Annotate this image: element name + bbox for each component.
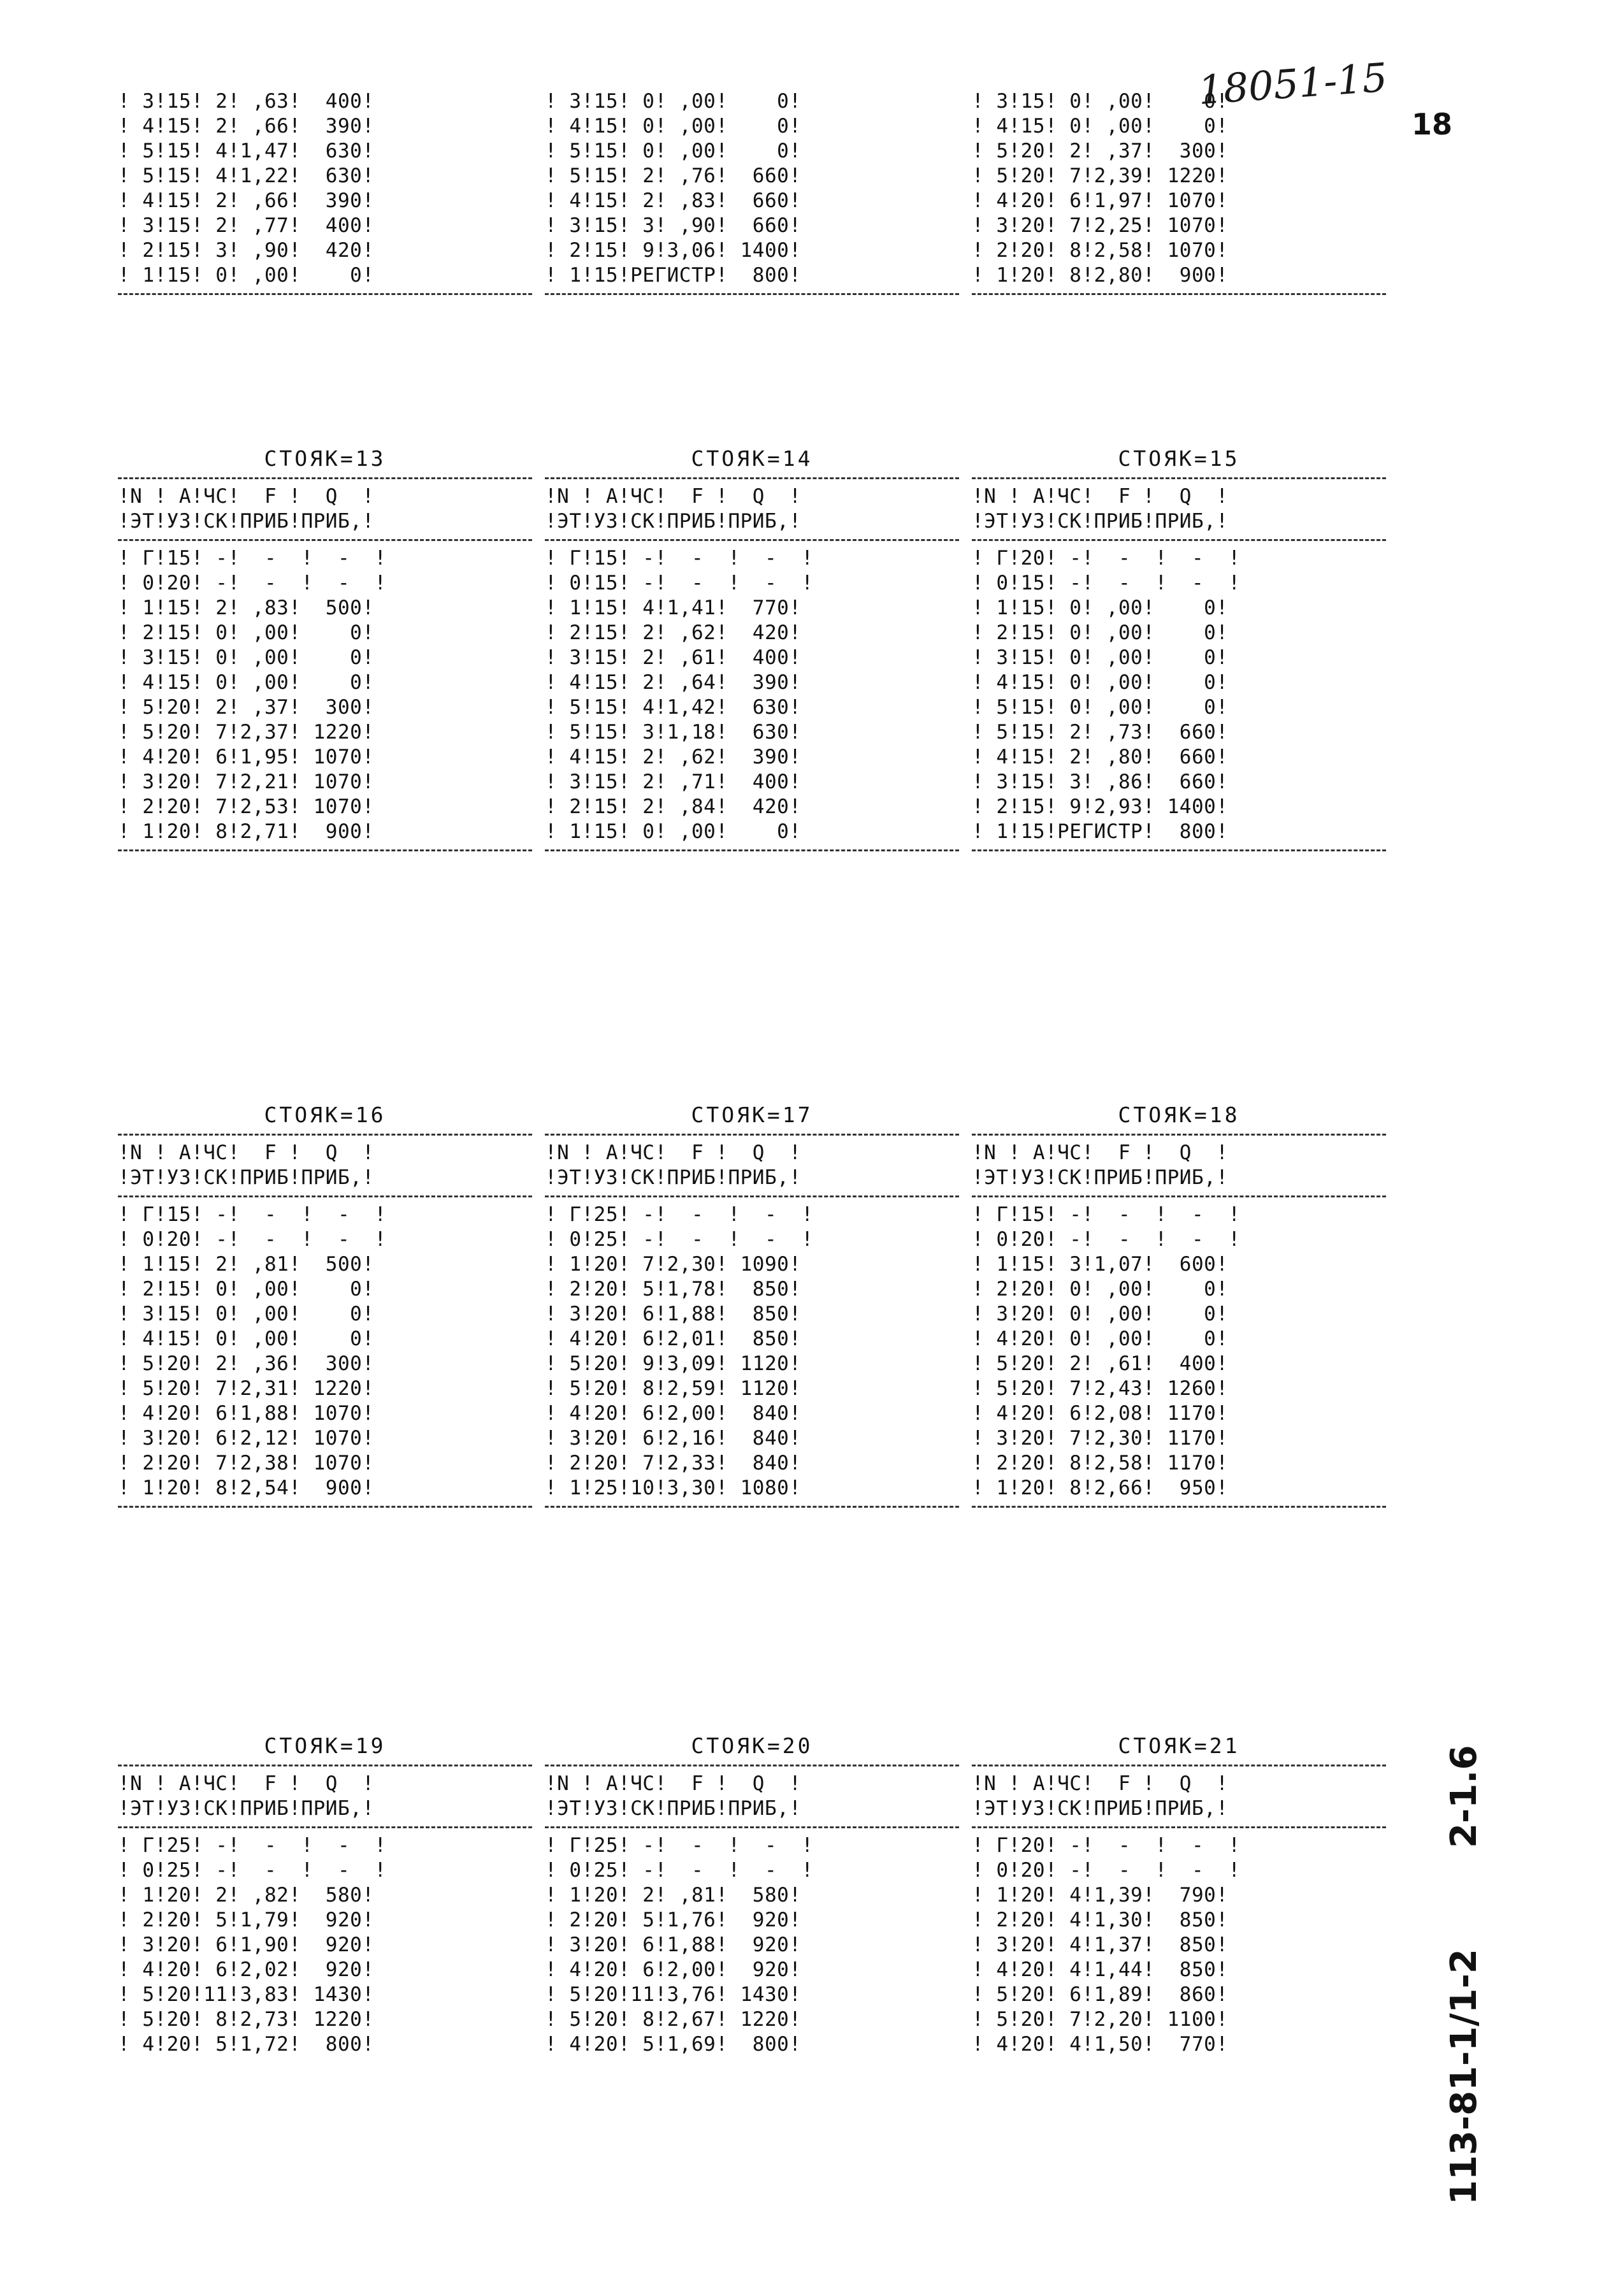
table-row: ! 5!20! 2! ,37! 300! bbox=[972, 140, 1229, 162]
table-row: ! 5!20!11!3,76! 1430! bbox=[545, 1983, 802, 2006]
table-row: ! 3!15! 3! ,90! 660! bbox=[545, 214, 802, 237]
table-row: ! 2!15! 0! ,00! 0! bbox=[972, 621, 1229, 644]
table-row: ! Г!20! -! - ! - ! bbox=[972, 547, 1241, 570]
table-row: ! 2!20! 5!1,78! 850! bbox=[545, 1278, 802, 1301]
table-row: ! 1!15! 0! ,00! 0! bbox=[972, 596, 1229, 619]
table-row: ! 1!15! 0! ,00! 0! bbox=[118, 264, 375, 287]
table-rule bbox=[545, 1195, 959, 1197]
table-block bbox=[545, 1102, 959, 1513]
table-row: ! 5!15! 3!1,18! 630! bbox=[545, 721, 802, 744]
table-row: ! 3!15! 3! ,86! 660! bbox=[972, 770, 1229, 793]
table-rule bbox=[545, 477, 959, 479]
table-row: ! 4!15! 0! ,00! 0! bbox=[972, 671, 1229, 694]
table-row: ! 5!20!11!3,83! 1430! bbox=[118, 1983, 375, 2006]
table-title: СТОЯК=17 bbox=[691, 1102, 813, 1127]
table-block bbox=[118, 446, 532, 856]
table-row: ! 3!20! 7!2,25! 1070! bbox=[972, 214, 1229, 237]
handwritten-reference: 18051-15 bbox=[1196, 54, 1389, 114]
table-row: ! 1!15!РЕГИСТР! 800! bbox=[545, 264, 802, 287]
table-row: ! 1!20! 8!2,80! 900! bbox=[972, 264, 1229, 287]
table-row: ! 0!15! -! - ! - ! bbox=[972, 572, 1241, 595]
table-row: ! 4!20! 4!1,44! 850! bbox=[972, 1958, 1229, 1981]
table-rule bbox=[118, 1765, 532, 1766]
table-row: ! 3!15! 0! ,00! 0! bbox=[545, 90, 802, 113]
table-block bbox=[118, 1733, 532, 2057]
table-row: ! 3!20! 4!1,37! 850! bbox=[972, 1933, 1229, 1956]
page-number: 18 bbox=[1412, 107, 1453, 141]
table-header: !ЭТ!УЗ!СК!ПРИБ!ПРИБ,! bbox=[118, 1797, 375, 1820]
table-row: ! 5!20! 6!1,89! 860! bbox=[972, 1983, 1229, 2006]
table-row: ! 1!20! 2! ,81! 580! bbox=[545, 1884, 802, 1907]
table-header: !ЭТ!УЗ!СК!ПРИБ!ПРИБ,! bbox=[545, 1797, 802, 1820]
table-rule bbox=[545, 1506, 959, 1508]
table-row: ! 0!25! -! - ! - ! bbox=[118, 1859, 387, 1882]
table-row: ! 1!20! 8!2,71! 900! bbox=[118, 820, 375, 843]
table-row: ! 3!20! 6!2,12! 1070! bbox=[118, 1427, 375, 1450]
table-header: !ЭТ!УЗ!СК!ПРИБ!ПРИБ,! bbox=[545, 1166, 802, 1189]
table-row: ! 2!20! 5!1,79! 920! bbox=[118, 1909, 375, 1931]
table-rule bbox=[545, 1134, 959, 1136]
table-row: ! 4!15! 2! ,62! 390! bbox=[545, 746, 802, 769]
table-rule bbox=[972, 539, 1386, 541]
table-row: ! 0!20! -! - ! - ! bbox=[972, 1228, 1241, 1251]
table-rule bbox=[972, 477, 1386, 479]
table-row: ! 5!20! 9!3,09! 1120! bbox=[545, 1352, 802, 1375]
table-row: ! 0!15! -! - ! - ! bbox=[545, 572, 814, 595]
table-rule bbox=[118, 1195, 532, 1197]
table-rule bbox=[118, 1506, 532, 1508]
table-row: ! 2!15! 0! ,00! 0! bbox=[118, 1278, 375, 1301]
table-row: ! 5!15! 2! ,76! 660! bbox=[545, 164, 802, 187]
table-row: ! 4!20! 0! ,00! 0! bbox=[972, 1327, 1229, 1350]
table-row: ! Г!15! -! - ! - ! bbox=[545, 547, 814, 570]
table-row: ! 3!15! 2! ,71! 400! bbox=[545, 770, 802, 793]
table-row: ! 4!20! 6!2,00! 920! bbox=[545, 1958, 802, 1981]
table-rule bbox=[118, 539, 532, 541]
table-row: ! 4!20! 6!2,08! 1170! bbox=[972, 1402, 1229, 1425]
table-header: !N ! A!ЧС! F ! Q ! bbox=[118, 1772, 375, 1795]
table-row: ! 3!15! 2! ,77! 400! bbox=[118, 214, 375, 237]
table-row: ! Г!15! -! - ! - ! bbox=[118, 547, 387, 570]
side-code-bottom: 113-81-1/1-2 bbox=[1443, 1949, 1485, 2205]
table-row: ! 2!20! 8!2,58! 1170! bbox=[972, 1452, 1229, 1475]
table-block-top bbox=[972, 89, 1386, 300]
table-row: ! 1!20! 4!1,39! 790! bbox=[972, 1884, 1229, 1907]
table-row: ! 5!15! 4!1,42! 630! bbox=[545, 696, 802, 719]
table-row: ! 1!20! 8!2,54! 900! bbox=[118, 1477, 375, 1499]
table-row: ! Г!15! -! - ! - ! bbox=[118, 1203, 387, 1226]
table-rule bbox=[545, 849, 959, 851]
table-row: ! 0!25! -! - ! - ! bbox=[545, 1228, 814, 1251]
table-rule bbox=[972, 1765, 1386, 1766]
table-row: ! 5!20! 7!2,31! 1220! bbox=[118, 1377, 375, 1400]
table-row: ! 0!25! -! - ! - ! bbox=[545, 1859, 814, 1882]
table-block bbox=[545, 1733, 959, 2057]
table-rule bbox=[972, 1826, 1386, 1828]
table-row: ! 5!20! 8!2,73! 1220! bbox=[118, 2008, 375, 2031]
table-row: ! 3!20! 7!2,30! 1170! bbox=[972, 1427, 1229, 1450]
table-row: ! 5!20! 2! ,61! 400! bbox=[972, 1352, 1229, 1375]
table-row: ! 2!20! 7!2,33! 840! bbox=[545, 1452, 802, 1475]
table-header: !N ! A!ЧС! F ! Q ! bbox=[972, 1141, 1229, 1164]
table-row: ! 2!20! 7!2,38! 1070! bbox=[118, 1452, 375, 1475]
table-row: ! Г!25! -! - ! - ! bbox=[545, 1203, 814, 1226]
table-row: ! 3!20! 6!1,90! 920! bbox=[118, 1933, 375, 1956]
table-row: ! 3!15! 0! ,00! 0! bbox=[118, 1303, 375, 1325]
table-row: ! 4!20! 6!2,02! 920! bbox=[118, 1958, 375, 1981]
table-row: ! 5!20! 7!2,20! 1100! bbox=[972, 2008, 1229, 2031]
table-row: ! 5!20! 7!2,37! 1220! bbox=[118, 721, 375, 744]
table-row: ! 2!15! 2! ,84! 420! bbox=[545, 795, 802, 818]
table-header: !N ! A!ЧС! F ! Q ! bbox=[545, 1141, 802, 1164]
table-row: ! 2!20! 5!1,76! 920! bbox=[545, 1909, 802, 1931]
table-block bbox=[545, 446, 959, 856]
table-header: !N ! A!ЧС! F ! Q ! bbox=[545, 485, 802, 508]
table-row: ! 5!15! 0! ,00! 0! bbox=[545, 140, 802, 162]
table-row: ! 5!20! 7!2,39! 1220! bbox=[972, 164, 1229, 187]
table-row: ! 2!15! 9!3,06! 1400! bbox=[545, 239, 802, 262]
table-title: СТОЯК=21 bbox=[1118, 1733, 1240, 1758]
table-row: ! 4!15! 2! ,83! 660! bbox=[545, 189, 802, 212]
table-row: ! 4!20! 6!2,01! 850! bbox=[545, 1327, 802, 1350]
table-row: ! 5!15! 0! ,00! 0! bbox=[972, 696, 1229, 719]
table-row: ! 4!20! 6!2,00! 840! bbox=[545, 1402, 802, 1425]
table-row: ! 2!15! 0! ,00! 0! bbox=[118, 621, 375, 644]
table-row: ! 4!15! 0! ,00! 0! bbox=[118, 1327, 375, 1350]
table-row: ! 5!15! 4!1,47! 630! bbox=[118, 140, 375, 162]
table-header: !ЭТ!УЗ!СК!ПРИБ!ПРИБ,! bbox=[972, 1166, 1229, 1189]
table-row: ! 4!20! 5!1,69! 800! bbox=[545, 2033, 802, 2056]
table-rule bbox=[972, 1134, 1386, 1136]
table-rule bbox=[972, 849, 1386, 851]
table-header: !ЭТ!УЗ!СК!ПРИБ!ПРИБ,! bbox=[118, 510, 375, 533]
table-row: ! 4!15! 2! ,64! 390! bbox=[545, 671, 802, 694]
table-row: ! 3!15! 0! ,00! 0! bbox=[972, 646, 1229, 669]
table-row: ! 1!15! 2! ,83! 500! bbox=[118, 596, 375, 619]
table-row: ! 4!20! 6!1,95! 1070! bbox=[118, 746, 375, 769]
table-row: ! 3!20! 6!1,88! 920! bbox=[545, 1933, 802, 1956]
table-row: ! 1!15! 4!1,41! 770! bbox=[545, 596, 802, 619]
table-row: ! 1!15! 3!1,07! 600! bbox=[972, 1253, 1229, 1276]
table-row: ! 1!20! 2! ,82! 580! bbox=[118, 1884, 375, 1907]
table-row: ! 3!15! 2! ,61! 400! bbox=[545, 646, 802, 669]
table-row: ! Г!15! -! - ! - ! bbox=[972, 1203, 1241, 1226]
table-rule bbox=[545, 293, 959, 295]
table-rule bbox=[545, 539, 959, 541]
table-row: ! 1!20! 7!2,30! 1090! bbox=[545, 1253, 802, 1276]
table-row: ! 1!20! 8!2,66! 950! bbox=[972, 1477, 1229, 1499]
table-row: ! 5!20! 7!2,43! 1260! bbox=[972, 1377, 1229, 1400]
table-row: ! 2!20! 0! ,00! 0! bbox=[972, 1278, 1229, 1301]
table-title: СТОЯК=16 bbox=[264, 1102, 386, 1127]
table-row: ! 5!15! 4!1,22! 630! bbox=[118, 164, 375, 187]
table-row: ! Г!25! -! - ! - ! bbox=[118, 1834, 387, 1857]
table-header: !N ! A!ЧС! F ! Q ! bbox=[118, 1141, 375, 1164]
table-row: ! 3!15! 2! ,63! 400! bbox=[118, 90, 375, 113]
table-row: ! 1!15! 0! ,00! 0! bbox=[545, 820, 802, 843]
table-row: ! 4!15! 0! ,00! 0! bbox=[118, 671, 375, 694]
table-row: ! 3!20! 6!1,88! 850! bbox=[545, 1303, 802, 1325]
table-row: ! 2!20! 4!1,30! 850! bbox=[972, 1909, 1229, 1931]
table-row: ! 1!25!10!3,30! 1080! bbox=[545, 1477, 802, 1499]
table-header: !ЭТ!УЗ!СК!ПРИБ!ПРИБ,! bbox=[972, 1797, 1229, 1820]
table-row: ! 5!20! 8!2,67! 1220! bbox=[545, 2008, 802, 2031]
table-header: !N ! A!ЧС! F ! Q ! bbox=[545, 1772, 802, 1795]
table-rule bbox=[118, 477, 532, 479]
table-title: СТОЯК=13 bbox=[264, 446, 386, 471]
table-header: !ЭТ!УЗ!СК!ПРИБ!ПРИБ,! bbox=[972, 510, 1229, 533]
table-row: ! Г!20! -! - ! - ! bbox=[972, 1834, 1241, 1857]
table-block bbox=[972, 1733, 1386, 2057]
table-row: ! 4!20! 6!1,97! 1070! bbox=[972, 189, 1229, 212]
table-row: ! 0!20! -! - ! - ! bbox=[118, 572, 387, 595]
table-header: !ЭТ!УЗ!СК!ПРИБ!ПРИБ,! bbox=[545, 510, 802, 533]
table-title: СТОЯК=20 bbox=[691, 1733, 813, 1758]
table-row: ! 3!20! 6!2,16! 840! bbox=[545, 1427, 802, 1450]
table-title: СТОЯК=14 bbox=[691, 446, 813, 471]
table-row: ! 5!20! 8!2,59! 1120! bbox=[545, 1377, 802, 1400]
table-row: ! 2!15! 3! ,90! 420! bbox=[118, 239, 375, 262]
table-block bbox=[972, 446, 1386, 856]
table-block bbox=[118, 1102, 532, 1513]
table-rule bbox=[118, 293, 532, 295]
table-row: ! 2!20! 8!2,58! 1070! bbox=[972, 239, 1229, 262]
table-block-top bbox=[118, 89, 532, 300]
table-block bbox=[972, 1102, 1386, 1513]
table-row: ! 2!20! 7!2,53! 1070! bbox=[118, 795, 375, 818]
table-title: СТОЯК=19 bbox=[264, 1733, 386, 1758]
table-row: ! 5!15! 2! ,73! 660! bbox=[972, 721, 1229, 744]
table-row: ! Г!25! -! - ! - ! bbox=[545, 1834, 814, 1857]
table-rule bbox=[972, 1195, 1386, 1197]
table-row: ! 3!20! 0! ,00! 0! bbox=[972, 1303, 1229, 1325]
table-row: ! 5!20! 2! ,36! 300! bbox=[118, 1352, 375, 1375]
table-rule bbox=[118, 1134, 532, 1136]
table-block-top bbox=[545, 89, 959, 300]
table-row: ! 3!20! 7!2,21! 1070! bbox=[118, 770, 375, 793]
table-row: ! 4!15! 2! ,66! 390! bbox=[118, 115, 375, 138]
table-header: !N ! A!ЧС! F ! Q ! bbox=[972, 485, 1229, 508]
table-row: ! 2!15! 9!2,93! 1400! bbox=[972, 795, 1229, 818]
table-row: ! 4!20! 5!1,72! 800! bbox=[118, 2033, 375, 2056]
table-row: ! 5!20! 2! ,37! 300! bbox=[118, 696, 375, 719]
table-row: ! 1!15! 2! ,81! 500! bbox=[118, 1253, 375, 1276]
table-rule bbox=[118, 1826, 532, 1828]
table-title: СТОЯК=18 bbox=[1118, 1102, 1240, 1127]
table-row: ! 4!15! 0! ,00! 0! bbox=[545, 115, 802, 138]
table-row: ! 1!15!РЕГИСТР! 800! bbox=[972, 820, 1229, 843]
table-row: ! 2!15! 2! ,62! 420! bbox=[545, 621, 802, 644]
table-row: ! 0!20! -! - ! - ! bbox=[972, 1859, 1241, 1882]
table-row: ! 4!15! 0! ,00! 0! bbox=[972, 115, 1229, 138]
side-code-top: 2-1.6 bbox=[1443, 1745, 1485, 1848]
table-header: !N ! A!ЧС! F ! Q ! bbox=[972, 1772, 1229, 1795]
table-row: ! 3!15! 0! ,00! 0! bbox=[118, 646, 375, 669]
table-row: ! 4!15! 2! ,66! 390! bbox=[118, 189, 375, 212]
table-title: СТОЯК=15 bbox=[1118, 446, 1240, 471]
table-row: ! 0!20! -! - ! - ! bbox=[118, 1228, 387, 1251]
table-row: ! 4!20! 4!1,50! 770! bbox=[972, 2033, 1229, 2056]
table-header: !ЭТ!УЗ!СК!ПРИБ!ПРИБ,! bbox=[118, 1166, 375, 1189]
table-row: ! 4!15! 2! ,80! 660! bbox=[972, 746, 1229, 769]
table-rule bbox=[118, 849, 532, 851]
table-header: !N ! A!ЧС! F ! Q ! bbox=[118, 485, 375, 508]
table-rule bbox=[972, 1506, 1386, 1508]
table-rule bbox=[972, 293, 1386, 295]
table-rule bbox=[545, 1765, 959, 1766]
table-row: ! 3!15! 0! ,00! 0! bbox=[972, 90, 1229, 113]
table-row: ! 4!20! 6!1,88! 1070! bbox=[118, 1402, 375, 1425]
table-rule bbox=[545, 1826, 959, 1828]
